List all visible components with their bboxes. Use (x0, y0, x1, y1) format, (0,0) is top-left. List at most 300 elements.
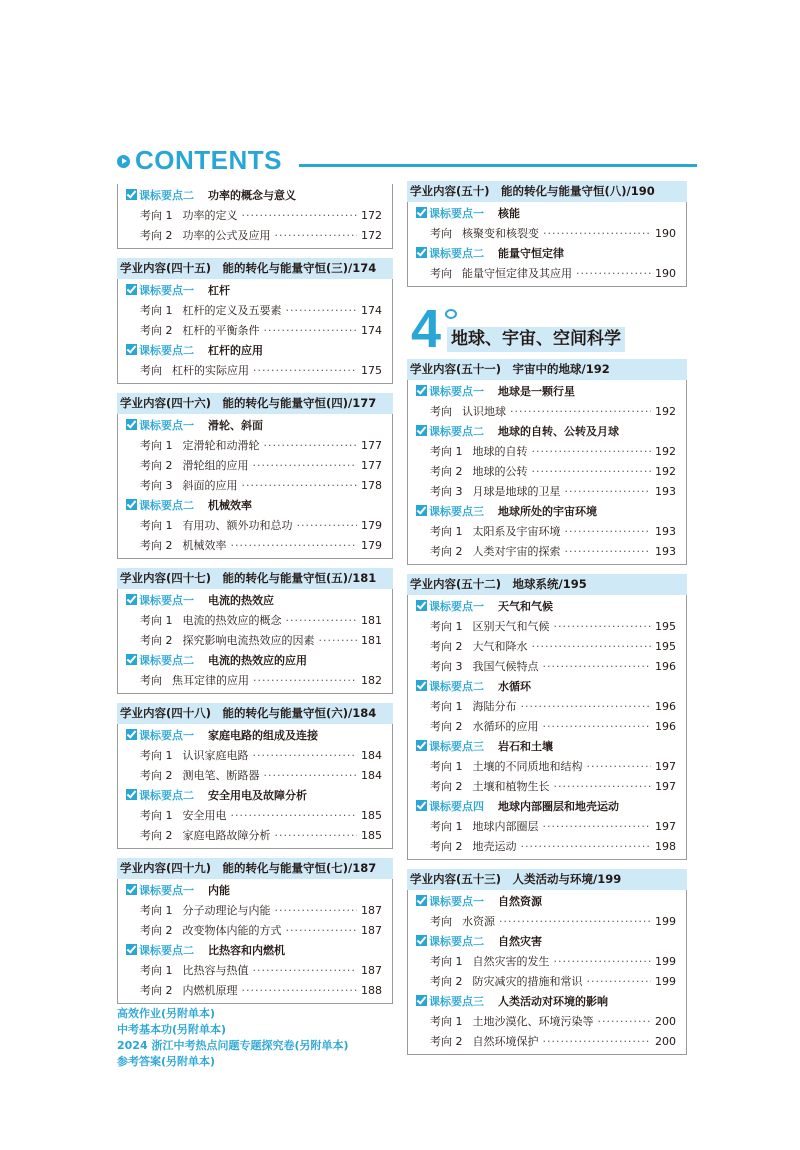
dot-leader (576, 264, 651, 284)
entry-label: 考向 (430, 227, 452, 240)
dot-leader (543, 717, 652, 737)
unit-heading: 学业内容(五十) 能的转化与能量守恒(八)/190 (407, 181, 687, 202)
entry-label: 考向 2 (140, 324, 173, 337)
toc-entry[interactable] (118, 361, 392, 381)
entry-text: 土地沙漠化、环境污染等 (472, 1015, 594, 1028)
toc-entry[interactable] (118, 631, 392, 651)
key-point (118, 591, 392, 611)
checkbox-icon (416, 680, 427, 691)
dot-leader (532, 462, 652, 482)
entry-label: 考向 1 (430, 955, 463, 968)
key-point-tag: 课标要点四 (429, 800, 484, 813)
key-point-tag: 课标要点二 (139, 189, 194, 202)
toc-entry[interactable] (118, 321, 392, 341)
dot-leader (543, 817, 652, 837)
unit-block (117, 724, 393, 849)
unit-block (117, 279, 393, 384)
unit-heading: 学业内容(五十一) 宇宙中的地球/192 (407, 359, 687, 380)
key-point (408, 797, 686, 817)
entry-label: 考向 1 (140, 809, 173, 822)
entry-text: 土壤的不同质地和结构 (472, 760, 583, 773)
supplement-item[interactable]: 参考答案(另附单本) (117, 1055, 216, 1068)
entry-page: 187 (361, 924, 382, 937)
toc-entry[interactable] (118, 301, 392, 321)
entry-text: 水循环的应用 (472, 720, 539, 733)
entry-page: 199 (655, 955, 676, 968)
dot-leader (554, 617, 652, 637)
entry-text: 地壳运动 (472, 840, 517, 853)
toc-entry[interactable] (408, 777, 686, 797)
dot-leader (297, 516, 358, 536)
toc-entry[interactable] (408, 264, 686, 284)
toc-entry[interactable] (408, 912, 686, 932)
entry-label: 考向 2 (140, 829, 173, 842)
toc-entry[interactable] (118, 961, 392, 981)
toc-entry[interactable] (118, 766, 392, 786)
toc-entry[interactable] (118, 226, 392, 246)
dot-leader (587, 757, 652, 777)
dot-leader (275, 826, 358, 846)
contents-title: CONTENTS (135, 145, 282, 175)
entry-text: 月球是地球的卫星 (472, 485, 561, 498)
dot-leader (521, 837, 652, 857)
entry-text: 我国气候特点 (472, 660, 539, 673)
toc-entry[interactable] (118, 206, 392, 226)
toc-entry[interactable] (408, 972, 686, 992)
key-point-title: 核能 (498, 207, 520, 220)
toc-entry[interactable] (118, 826, 392, 846)
key-point (408, 422, 686, 442)
toc-entry[interactable] (408, 542, 686, 562)
entry-label: 考向 2 (140, 459, 173, 472)
entry-page: 185 (361, 829, 382, 842)
unit-block (407, 890, 687, 1055)
toc-entry[interactable] (118, 671, 392, 691)
unit-heading: 学业内容(四十七) 能的转化与能量守恒(五)/181 (117, 568, 393, 589)
entry-text: 人类对宇宙的探索 (472, 545, 561, 558)
key-point-title: 机械效率 (208, 499, 252, 512)
entry-label: 考向 (430, 915, 452, 928)
key-point (118, 186, 392, 206)
toc-entry[interactable] (118, 806, 392, 826)
checkbox-icon (416, 895, 427, 906)
speech-bubble-icon (445, 309, 457, 319)
key-point (408, 677, 686, 697)
entry-label: 考向 3 (140, 479, 173, 492)
key-point (408, 204, 686, 224)
entry-text: 能量守恒定律及其应用 (462, 267, 572, 280)
checkbox-icon (416, 207, 427, 218)
key-point-tag: 课标要点二 (429, 935, 484, 948)
entry-text: 杠杆的平衡条件 (182, 324, 260, 337)
checkbox-icon (416, 995, 427, 1006)
unit-heading: 学业内容(四十八) 能的转化与能量守恒(六)/184 (117, 703, 393, 724)
dot-leader (554, 777, 652, 797)
chapter-heading (407, 299, 687, 359)
entry-label: 考向 1 (430, 1015, 463, 1028)
entry-text: 滑轮组的应用 (182, 459, 249, 472)
dot-leader (242, 206, 358, 226)
toc-entry[interactable] (408, 402, 686, 422)
contents-header (117, 145, 697, 178)
key-point-tag: 课标要点二 (139, 944, 194, 957)
checkbox-icon (416, 740, 427, 751)
toc-entry[interactable] (408, 462, 686, 482)
entry-page: 177 (361, 439, 382, 452)
dot-leader (253, 361, 357, 381)
unit-heading: 学业内容(四十六) 能的转化与能量守恒(四)/177 (117, 393, 393, 414)
entry-text: 水资源 (462, 915, 495, 928)
entry-label: 考向 1 (140, 519, 173, 532)
key-point-tag: 课标要点一 (429, 895, 484, 908)
key-point-tag: 课标要点二 (429, 680, 484, 693)
entry-page: 192 (655, 405, 676, 418)
key-point-title: 杠杆的应用 (208, 344, 263, 357)
entry-label: 考向 (140, 674, 162, 687)
key-point (118, 281, 392, 301)
entry-text: 定滑轮和动滑轮 (182, 439, 260, 452)
key-point (118, 941, 392, 961)
entry-text: 功率的公式及应用 (182, 229, 271, 242)
unit-block (117, 589, 393, 694)
key-point (408, 382, 686, 402)
key-point-title: 滑轮、斜面 (208, 419, 263, 432)
entry-page: 174 (361, 324, 382, 337)
entry-text: 认识家庭电路 (182, 749, 249, 762)
entry-label: 考向 2 (140, 924, 173, 937)
dot-leader (565, 542, 652, 562)
entry-page: 172 (361, 209, 382, 222)
entry-text: 安全用电 (182, 809, 227, 822)
entry-page: 197 (655, 760, 676, 773)
unit-heading: 学业内容(四十五) 能的转化与能量守恒(三)/174 (117, 258, 393, 279)
key-point (408, 597, 686, 617)
key-point-title: 杠杆 (208, 284, 230, 297)
entry-text: 分子动理论与内能 (182, 904, 271, 917)
checkbox-icon (126, 654, 137, 665)
checkbox-icon (126, 284, 137, 295)
dot-leader (286, 301, 358, 321)
key-point-title: 地球所处的宇宙环境 (498, 505, 597, 518)
entry-text: 自然环境保护 (472, 1035, 539, 1048)
entry-page: 193 (655, 545, 676, 558)
entry-text: 焦耳定律的应用 (172, 674, 249, 687)
entry-text: 机械效率 (182, 539, 227, 552)
key-point-title: 内能 (208, 884, 230, 897)
entry-page: 193 (655, 525, 676, 538)
entry-page: 200 (655, 1035, 676, 1048)
entry-text: 内燃机原理 (182, 984, 238, 997)
entry-page: 179 (361, 519, 382, 532)
entry-label: 考向 2 (430, 720, 463, 733)
entry-text: 比热容与热值 (182, 964, 249, 977)
entry-text: 家庭电路故障分析 (182, 829, 271, 842)
key-point-title: 岩石和土壤 (498, 740, 553, 753)
unit-block (407, 380, 687, 565)
dot-leader (264, 436, 358, 456)
entry-page: 190 (655, 267, 676, 280)
entry-page: 199 (655, 915, 676, 928)
entry-page: 185 (361, 809, 382, 822)
key-point (118, 496, 392, 516)
key-point (408, 737, 686, 757)
toc-entry[interactable] (118, 436, 392, 456)
key-point-title: 水循环 (498, 680, 531, 693)
entry-page: 200 (655, 1015, 676, 1028)
toc-entry[interactable] (408, 757, 686, 777)
entry-label: 考向 1 (430, 620, 463, 633)
key-point-title: 功率的概念与意义 (208, 189, 296, 202)
toc-entry[interactable] (408, 522, 686, 542)
checkbox-icon (126, 344, 137, 355)
checkbox-icon (416, 505, 427, 516)
entry-page: 190 (655, 227, 676, 240)
entry-text: 地球内部圈层 (472, 820, 539, 833)
supplement-item[interactable]: 2024 浙江中考热点问题专题探究卷(另附单本) (117, 1039, 349, 1052)
dot-leader (499, 912, 651, 932)
entry-label: 考向 2 (140, 634, 173, 647)
entry-label: 考向 1 (430, 760, 463, 773)
header-rule (299, 164, 697, 167)
supplement-item[interactable]: 高效作业(另附单本) (117, 1007, 216, 1020)
toc-entry[interactable] (118, 981, 392, 1001)
checkbox-icon (416, 247, 427, 258)
key-point-tag: 课标要点一 (429, 600, 484, 613)
key-point-title: 地球的自转、公转及月球 (498, 425, 619, 438)
dot-leader (521, 697, 652, 717)
entry-label: 考向 2 (430, 780, 463, 793)
entry-label: 考向 1 (430, 820, 463, 833)
toc-entry[interactable] (408, 837, 686, 857)
toc-entry[interactable] (408, 697, 686, 717)
entry-label: 考向 2 (140, 984, 173, 997)
key-point-tag: 课标要点二 (429, 247, 484, 260)
toc-entry[interactable] (408, 657, 686, 677)
unit-block (117, 414, 393, 559)
entry-label: 考向 1 (140, 749, 173, 762)
checkbox-icon (126, 419, 137, 430)
key-point (408, 502, 686, 522)
dot-leader (565, 482, 652, 502)
key-point-tag: 课标要点二 (139, 499, 194, 512)
entry-label: 考向 1 (430, 700, 463, 713)
entry-text: 有用功、额外功和总功 (182, 519, 293, 532)
dot-leader (554, 952, 652, 972)
unit-block (407, 202, 687, 287)
key-point (408, 992, 686, 1012)
entry-label: 考向 2 (140, 769, 173, 782)
checkbox-icon (126, 944, 137, 955)
toc-entry[interactable] (408, 952, 686, 972)
entry-text: 地球的公转 (472, 465, 528, 478)
toc-entry[interactable] (118, 536, 392, 556)
entry-label: 考向 1 (140, 964, 173, 977)
key-point-title: 天气和气候 (498, 600, 553, 613)
entry-text: 杠杆的实际应用 (172, 364, 249, 377)
key-point-title: 地球内部圈层和地壳运动 (498, 800, 619, 813)
toc-entry[interactable] (118, 476, 392, 496)
key-point-tag: 课标要点一 (139, 284, 194, 297)
entry-page: 184 (361, 769, 382, 782)
entry-page: 192 (655, 465, 676, 478)
entry-page: 187 (361, 904, 382, 917)
key-point-title: 安全用电及故障分析 (208, 789, 307, 802)
entry-page: 195 (655, 620, 676, 633)
dot-leader (253, 456, 358, 476)
entry-label: 考向 3 (430, 485, 463, 498)
toc-entry[interactable] (408, 1012, 686, 1032)
entry-label: 考向 1 (140, 439, 173, 452)
entry-text: 改变物体内能的方式 (182, 924, 282, 937)
dot-leader (286, 921, 358, 941)
entry-page: 184 (361, 749, 382, 762)
supplement-item[interactable]: 中考基本功(另附单本) (117, 1023, 227, 1036)
toc-entry[interactable] (408, 224, 686, 244)
toc-entry[interactable] (118, 611, 392, 631)
dot-leader (543, 657, 652, 677)
key-point (408, 892, 686, 912)
dot-leader (319, 631, 358, 651)
entry-page: 199 (655, 975, 676, 988)
key-point-tag: 课标要点一 (139, 729, 194, 742)
entry-label: 考向 (430, 405, 452, 418)
entry-label: 考向 2 (430, 640, 463, 653)
toc-entry[interactable] (118, 456, 392, 476)
entry-text: 杠杆的定义及五要素 (182, 304, 282, 317)
toc-entry[interactable] (408, 717, 686, 737)
key-point-tag: 课标要点一 (139, 419, 194, 432)
dot-leader (253, 671, 357, 691)
dot-leader (242, 981, 358, 1001)
entry-label: 考向 1 (140, 614, 173, 627)
dot-leader (565, 522, 652, 542)
dot-leader (253, 746, 358, 766)
entry-page: 197 (655, 780, 676, 793)
entry-text: 防灾减灾的措施和常识 (472, 975, 583, 988)
checkbox-icon (126, 789, 137, 800)
entry-label: 考向 2 (430, 545, 463, 558)
key-point-tag: 课标要点一 (429, 385, 484, 398)
play-icon (117, 155, 130, 168)
entry-text: 大气和降水 (472, 640, 528, 653)
dot-leader (532, 442, 652, 462)
dot-leader (231, 806, 358, 826)
entry-text: 探究影响电流热效应的因素 (182, 634, 315, 647)
key-point-title: 家庭电路的组成及连接 (208, 729, 318, 742)
entry-text: 测电笔、断路器 (182, 769, 260, 782)
toc-entry[interactable] (408, 482, 686, 502)
unit-heading: 学业内容(五十三) 人类活动与环境/199 (407, 869, 687, 890)
key-point-tag: 课标要点一 (139, 884, 194, 897)
entry-page: 196 (655, 720, 676, 733)
dot-leader (286, 611, 358, 631)
entry-page: 179 (361, 539, 382, 552)
key-point-tag: 课标要点二 (139, 789, 194, 802)
entry-page: 175 (361, 364, 382, 377)
entry-page: 181 (361, 634, 382, 647)
entry-label: 考向 2 (430, 840, 463, 853)
key-point-tag: 课标要点三 (429, 995, 484, 1008)
entry-text: 电流的热效应的概念 (182, 614, 282, 627)
toc-entry[interactable] (408, 1032, 686, 1052)
key-point-title: 人类活动对环境的影响 (498, 995, 608, 1008)
supplement-list (117, 1006, 417, 1070)
toc-entry[interactable] (118, 921, 392, 941)
key-point (408, 244, 686, 264)
checkbox-icon (416, 425, 427, 436)
right-column (407, 181, 687, 1064)
key-point (118, 726, 392, 746)
toc-entry[interactable] (118, 901, 392, 921)
toc-entry[interactable] (408, 817, 686, 837)
dot-leader (253, 961, 358, 981)
entry-label: 考向 1 (430, 525, 463, 538)
checkbox-icon (416, 800, 427, 811)
unit-block (117, 879, 393, 1004)
dot-leader (598, 1012, 652, 1032)
toc-entry[interactable] (118, 746, 392, 766)
dot-leader (543, 224, 651, 244)
entry-page: 198 (655, 840, 676, 853)
checkbox-icon (416, 385, 427, 396)
dot-leader (264, 766, 358, 786)
checkbox-icon (126, 499, 137, 510)
entry-page: 187 (361, 964, 382, 977)
dot-leader (532, 637, 652, 657)
entry-label: 考向 2 (430, 975, 463, 988)
dot-leader (242, 476, 358, 496)
entry-text: 核聚变和核裂变 (462, 227, 539, 240)
key-point-title: 地球是一颗行星 (498, 385, 575, 398)
checkbox-icon (416, 935, 427, 946)
key-point-tag: 课标要点二 (139, 654, 194, 667)
toc-entry[interactable] (408, 617, 686, 637)
entry-page: 172 (361, 229, 382, 242)
key-point-tag: 课标要点一 (429, 207, 484, 220)
dot-leader (587, 972, 652, 992)
entry-page: 197 (655, 820, 676, 833)
checkbox-icon (126, 729, 137, 740)
key-point-title: 电流的热效应的应用 (208, 654, 307, 667)
entry-label: 考向 2 (430, 465, 463, 478)
entry-page: 174 (361, 304, 382, 317)
key-point-tag: 课标要点二 (139, 344, 194, 357)
toc-entry[interactable] (118, 516, 392, 536)
key-point (118, 881, 392, 901)
entry-label: 考向 (140, 364, 162, 377)
toc-entry[interactable] (408, 442, 686, 462)
key-point-tag: 课标要点三 (429, 740, 484, 753)
key-point (118, 651, 392, 671)
entry-label: 考向 2 (140, 539, 173, 552)
entry-text: 认识地球 (462, 405, 506, 418)
entry-label: 考向 1 (140, 209, 173, 222)
left-column (117, 184, 393, 1013)
entry-label: 考向 (430, 267, 452, 280)
entry-label: 考向 3 (430, 660, 463, 673)
dot-leader (510, 402, 651, 422)
entry-label: 考向 1 (430, 445, 463, 458)
entry-text: 功率的定义 (182, 209, 238, 222)
key-point-title: 自然灾害 (498, 935, 542, 948)
entry-page: 188 (361, 984, 382, 997)
checkbox-icon (126, 594, 137, 605)
entry-page: 182 (361, 674, 382, 687)
entry-label: 考向 2 (430, 1035, 463, 1048)
toc-entry[interactable] (408, 637, 686, 657)
checkbox-icon (126, 189, 137, 200)
checkbox-icon (126, 884, 137, 895)
